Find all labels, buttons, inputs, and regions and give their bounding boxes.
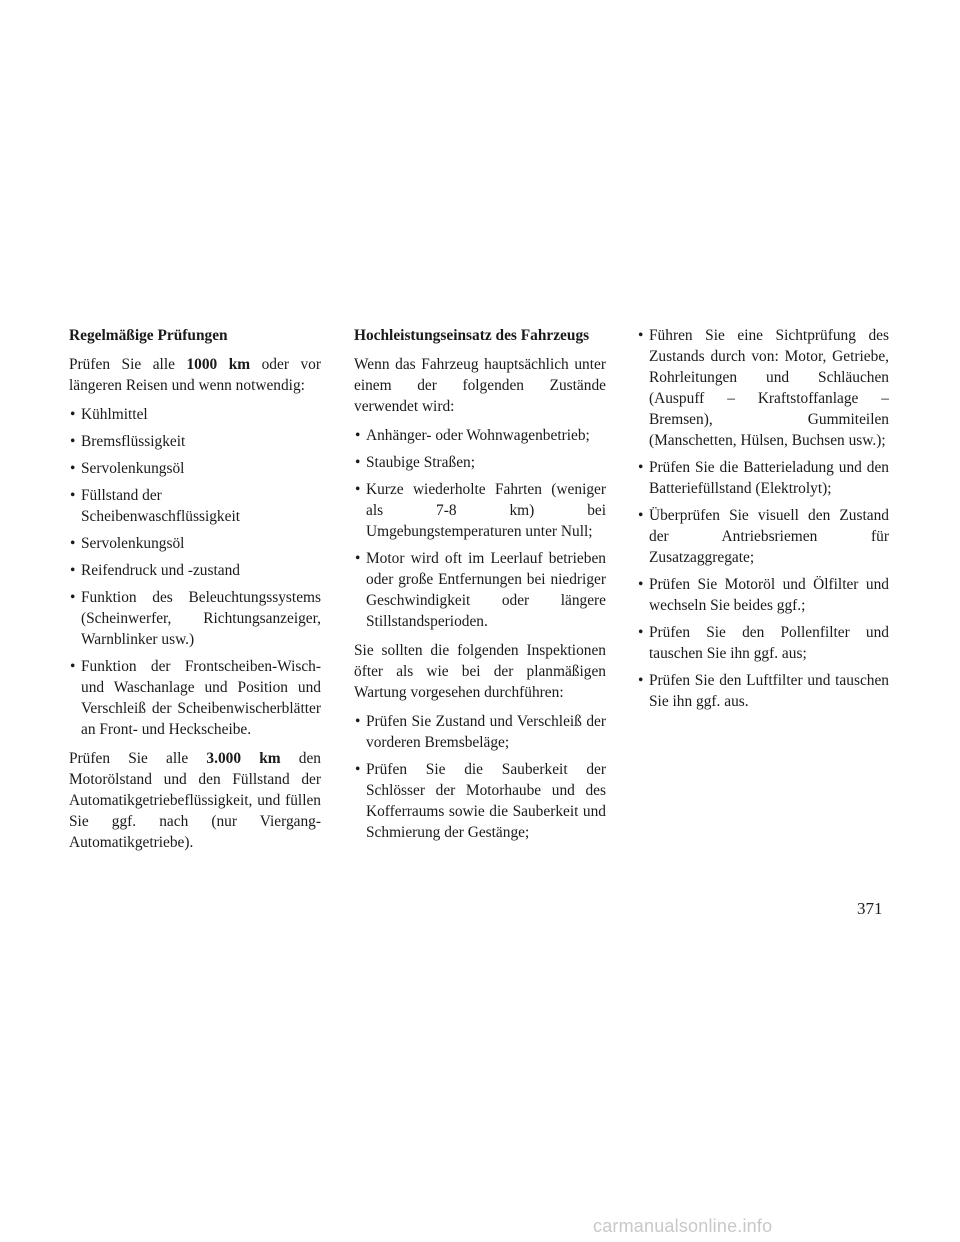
paragraph-inspections-intro: Sie sollten die folgenden Inspektionen öfter als wie bei der planmäßigen Wartung vorgesehen durchführen: bbox=[354, 642, 606, 701]
text-intro-post: oder vor längeren Reisen und wenn notwendig: bbox=[69, 356, 321, 394]
list-item: • Staubige Straßen; bbox=[354, 452, 606, 473]
paragraph-conditions-intro: Wenn das Fahrzeug hauptsächlich unter einem der folgenden Zustände verwendet wird: bbox=[354, 356, 606, 415]
column-inspections-continued bbox=[637, 325, 889, 720]
list-item: • Reifendruck und -zustand bbox=[69, 560, 321, 581]
watermark: carmanualsonline.info bbox=[593, 1216, 773, 1236]
list-item: • Funktion des Beleuchtungssystems (Scheinwerfer, Richtungsanzeiger, Warnblinker usw.) bbox=[69, 587, 321, 650]
list-conditions bbox=[354, 425, 606, 632]
list-item: • Prüfen Sie Zustand und Verschleiß der vorderen Bremsbeläge; bbox=[354, 711, 606, 753]
text-outro-post: den Motorölstand und den Füllstand der Automatikgetriebeflüssigkeit, und füllen Sie ggf. nach (nur Viergang-Automatikgetriebe). bbox=[69, 750, 321, 851]
page-number: 371 bbox=[857, 899, 883, 918]
paragraph-intro-1000km bbox=[69, 354, 321, 396]
list-item: • Überprüfen Sie visuell den Zustand der Antriebsriemen für Zusatzaggregate; bbox=[637, 505, 889, 568]
text-intro-pre: Prüfen Sie alle bbox=[69, 356, 187, 373]
paragraph-3000km bbox=[69, 748, 321, 853]
heading-regular-checks: Regelmäßige Prüfungen bbox=[69, 327, 228, 344]
list-item: • Kühlmittel bbox=[69, 404, 321, 425]
list-item: • Prüfen Sie die Batterieladung und den Batteriefüllstand (Elektrolyt); bbox=[637, 457, 889, 499]
list-item: • Kurze wiederholte Fahrten (weniger als 7-8 km) bei Umgebungstemperaturen unter Null; bbox=[354, 479, 606, 542]
list-item: • Motor wird oft im Leerlauf betrieben oder große Entfernungen bei niedriger Geschwindigkeit oder längere Stillstandsperioden. bbox=[354, 548, 606, 632]
text-outro-bold: 3.000 km bbox=[206, 750, 281, 767]
list-item: • Funktion der Frontscheiben-Wisch- und Waschanlage und Position und Verschleiß der Scheibenwischerblätter an Front- und Heckscheibe. bbox=[69, 656, 321, 740]
list-item: • Prüfen Sie die Sauberkeit der Schlösser der Motorhaube und des Kofferraums sowie die Sauberkeit und Schmierung der Gestänge; bbox=[354, 759, 606, 843]
list-item: • Anhänger- oder Wohnwagenbetrieb; bbox=[354, 425, 606, 446]
list-item: • Bremsflüssigkeit bbox=[69, 431, 321, 452]
text-intro-bold: 1000 km bbox=[186, 356, 251, 373]
list-item: • Führen Sie eine Sichtprüfung des Zustands durch von: Motor, Getriebe, Rohrleitungen und Schläuchen (Auspuff – Kraftstoffanlage – Bremsen), Gummiteilen (Manschetten, Hülsen, Buchsen usw.); bbox=[637, 325, 889, 451]
list-item: • Prüfen Sie den Luftfilter und tauschen Sie ihn ggf. aus. bbox=[637, 670, 889, 712]
list-item: • Servolenkungsöl bbox=[69, 533, 321, 554]
list-item: • Füllstand der Scheibenwaschflüssigkeit bbox=[69, 485, 321, 527]
list-inspections-continued bbox=[637, 325, 889, 712]
list-inspections bbox=[354, 711, 606, 843]
column-heavy-duty-use bbox=[354, 325, 606, 851]
text-outro-pre: Prüfen Sie alle bbox=[69, 750, 207, 767]
list-regular-checks bbox=[69, 404, 321, 740]
column-regular-checks bbox=[69, 325, 321, 861]
list-item: • Prüfen Sie den Pollenfilter und tauschen Sie ihn ggf. aus; bbox=[637, 622, 889, 664]
heading-heavy-duty-use: Hochleistungseinsatz des Fahrzeugs bbox=[354, 327, 590, 344]
list-item: • Servolenkungsöl bbox=[69, 458, 321, 479]
list-item: • Prüfen Sie Motoröl und Ölfilter und wechseln Sie beides ggf.; bbox=[637, 574, 889, 616]
